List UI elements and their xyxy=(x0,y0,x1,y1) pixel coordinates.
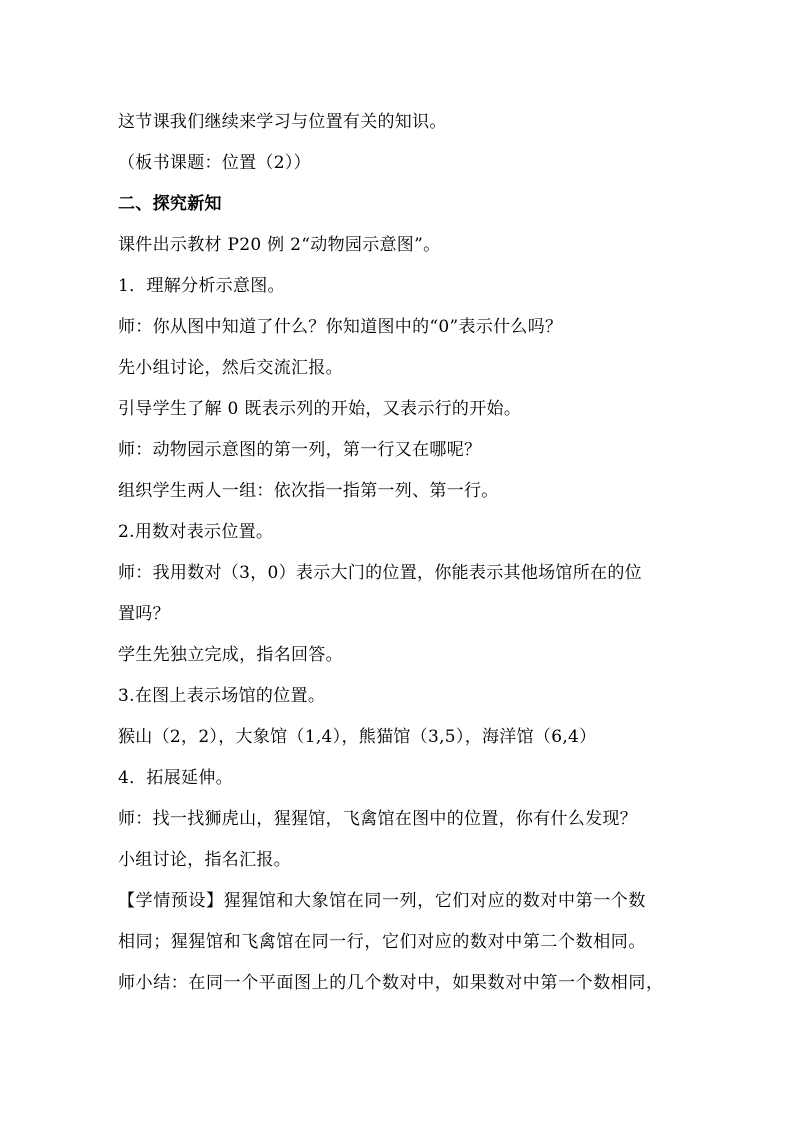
paragraph-preset-2: 相同；猩猩馆和飞禽馆在同一行，它们对应的数对中第二个数相同。 xyxy=(118,932,646,952)
teacher-question-4: 师：找一找狮虎山，猩猩馆，飞禽馆在图中的位置，你有什么发现？ xyxy=(118,809,637,829)
paragraph-guide: 引导学生了解 0 既表示列的开始，又表示行的开始。 xyxy=(118,399,522,419)
document-body xyxy=(118,102,688,1004)
paragraph-preset-1: 【学情预设】猩猩馆和大象馆在同一列，它们对应的数对中第一个数 xyxy=(118,891,646,911)
step-1-heading: 1．理解分析示意图。 xyxy=(118,276,285,296)
paragraph-pair-work: 组织学生两人一组：依次指一指第一列、第一行。 xyxy=(118,481,499,501)
paragraph-group-report: 小组讨论，指名汇报。 xyxy=(118,850,291,870)
step-3-heading: 3.在图上表示场馆的位置。 xyxy=(118,686,326,706)
teacher-question-3-cont: 置吗？ xyxy=(118,604,170,624)
step-4-heading: 4．拓展延伸。 xyxy=(118,768,233,788)
teacher-question-1: 师：你从图中知道了什么？你知道图中的“0”表示什么吗？ xyxy=(118,317,563,337)
paragraph-coordinates: 猴山（2，2），大象馆（1,4），熊猫馆（3,5），海洋馆（6,4） xyxy=(118,727,597,747)
paragraph-discussion: 先小组讨论，然后交流汇报。 xyxy=(118,358,343,378)
paragraph-independent: 学生先独立完成，指名回答。 xyxy=(118,645,343,665)
paragraph-board-title: （板书课题：位置（2）） xyxy=(118,153,311,173)
step-2-heading: 2.用数对表示位置。 xyxy=(118,522,274,542)
section-heading-explore: 二、探究新知 xyxy=(118,194,222,214)
teacher-question-3: 师：我用数对（3，0）表示大门的位置，你能表示其他场馆所在的位 xyxy=(118,563,642,583)
paragraph-courseware: 课件出示教材 P20 例 2“动物园示意图”。 xyxy=(118,235,441,255)
teacher-question-2: 师：动物园示意图的第一列，第一行又在哪呢？ xyxy=(118,440,482,460)
paragraph-summary: 师小结：在同一个平面图上的几个数对中，如果数对中第一个数相同， xyxy=(118,973,664,993)
paragraph-intro: 这节课我们继续来学习与位置有关的知识。 xyxy=(118,112,447,132)
